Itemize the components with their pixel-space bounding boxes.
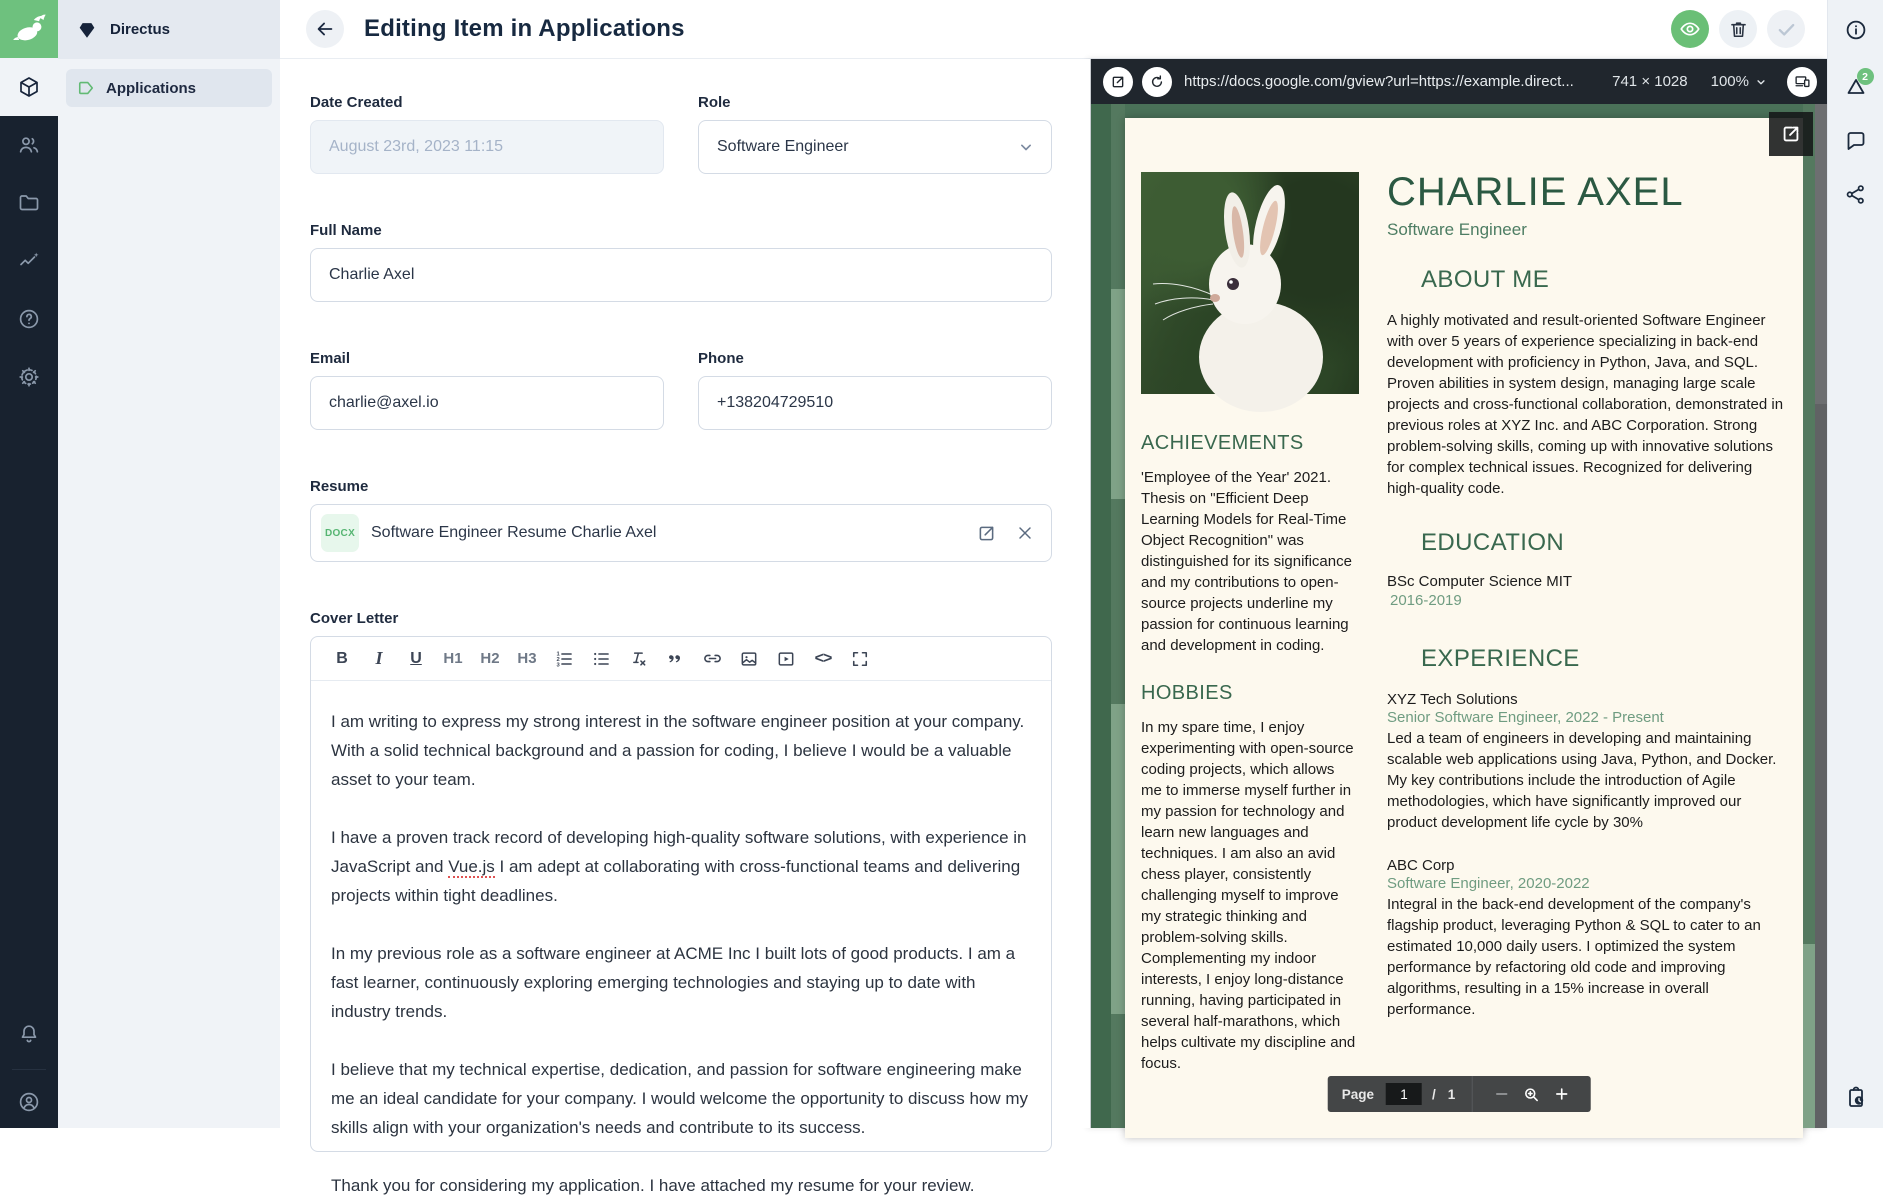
docx-badge: DOCX	[321, 514, 359, 552]
gear-icon	[17, 365, 41, 389]
zoom-fit-button[interactable]	[1516, 1079, 1546, 1109]
education-degree: BSc Computer Science MIT	[1387, 573, 1573, 590]
image-icon	[739, 649, 759, 669]
preview-zoom-select[interactable]: 100%	[1711, 73, 1768, 90]
help-icon	[17, 307, 41, 331]
delete-button[interactable]	[1719, 10, 1757, 48]
viewer-margin	[1111, 104, 1125, 1128]
heading1-button[interactable]: H1	[443, 650, 463, 667]
module-insights[interactable]	[0, 232, 58, 290]
right-sidebar	[1827, 0, 1883, 1128]
cover-letter-label: Cover Letter	[310, 610, 399, 627]
job-description: Integral in the back-end development of the company's flagship product, leveraging Python & SQL to cater to an estimated 10,000 daily users. I optimized the system performance by refactoring old code and improving algorithms, resulting in a 15% increase in overall performance.	[1387, 896, 1761, 1018]
refresh-preview-button[interactable]	[1142, 67, 1172, 97]
users-icon	[17, 133, 41, 157]
info-tab[interactable]	[1828, 0, 1884, 59]
open-in-new-icon	[1780, 123, 1802, 145]
device-toggle-button[interactable]	[1787, 67, 1817, 97]
hobbies-text: In my spare time, I enjoy experimenting with open-source coding projects, which allows me to immerse myself further in my passion for technology and learn new languages and techniques. I am also an avid chess player, consistently challenging myself to improve my strategic thinking and problem-solving skills. Complementing my indoor interests, I enjoy long-distance running, having participated in several half-marathons, which helps cultivate my discipline and focus.	[1141, 719, 1356, 1072]
cover-letter-paragraph: I am writing to express my strong interest in the software engineer position at your company. With a solid technical background and a passion for coding, I believe I would be a valuable asset to your team.	[331, 712, 1025, 789]
page-title: Editing Item in Applications	[364, 15, 685, 42]
page-number-input[interactable]	[1386, 1083, 1422, 1105]
trash-icon	[1728, 19, 1749, 40]
resume-label: Resume	[310, 478, 369, 495]
preview-dimensions: 741 × 1028	[1612, 73, 1688, 90]
cube-icon	[17, 75, 41, 99]
devices-icon	[1794, 73, 1811, 90]
open-in-new-icon	[1110, 74, 1126, 90]
insights-icon	[17, 249, 41, 273]
full-name-label: Full Name	[310, 222, 382, 239]
zoom-out-button[interactable]	[1486, 1079, 1516, 1109]
about-heading: ABOUT ME	[1421, 266, 1550, 293]
page-bar-divider	[1471, 1076, 1472, 1112]
account-button[interactable]	[0, 1076, 58, 1128]
resume-file-field[interactable]	[310, 504, 1052, 562]
revisions-badge: 2	[1857, 68, 1874, 85]
comments-tab[interactable]	[1828, 113, 1884, 167]
full-name-field[interactable]	[310, 248, 1052, 302]
rabbit-photo	[1141, 172, 1359, 394]
notifications-button[interactable]	[0, 1005, 58, 1063]
preview-toolbar	[1091, 59, 1827, 104]
open-document-button[interactable]	[1769, 112, 1813, 156]
plus-icon	[1552, 1085, 1570, 1103]
hobbies-heading: HOBBIES	[1141, 682, 1233, 704]
bullet-list-button[interactable]	[590, 647, 612, 671]
revisions-tab[interactable]	[1828, 59, 1884, 113]
cover-letter-content[interactable]	[311, 681, 1051, 1195]
fullscreen-icon	[850, 649, 870, 669]
minus-icon	[1492, 1085, 1510, 1103]
experience-heading: EXPERIENCE	[1421, 645, 1580, 672]
email-label: Email	[310, 350, 351, 367]
module-users[interactable]	[0, 116, 58, 174]
blockquote-button[interactable]	[664, 647, 686, 671]
heading3-button[interactable]: H3	[517, 650, 537, 667]
info-icon	[1844, 18, 1868, 42]
cover-letter-paragraph: I believe that my technical expertise, dedication, and passion for software engineering make me an ideal candidate for your company. I would welcome the opportunity to discuss how my skills align with your organization's needs and contribute to its success.	[331, 1060, 1029, 1137]
phone-field[interactable]	[698, 376, 1052, 430]
date-created-field[interactable]	[310, 120, 664, 174]
module-collections[interactable]	[0, 58, 58, 116]
label-tag-icon	[76, 78, 96, 98]
cover-letter-paragraph: I have a proven track record of developing high-quality software solutions, with experience in JavaScript and Vue.js I am adept at collaborating with cross-functional teams and delivering projects within tight deadlines.	[331, 828, 1027, 905]
share-icon	[1844, 183, 1867, 206]
module-settings[interactable]	[0, 348, 58, 406]
company-name: XYZ Tech Solutions	[1387, 691, 1518, 708]
svg-text:3: 3	[556, 662, 560, 668]
link-button[interactable]	[701, 647, 723, 671]
account-circle-icon	[17, 1090, 41, 1114]
date-created-label: Date Created	[310, 94, 403, 111]
flows-clipboard-tab[interactable]	[1828, 1066, 1884, 1128]
bullet-list-icon	[591, 649, 611, 669]
scrollbar-thumb[interactable]	[1815, 104, 1827, 404]
page-label: Page	[1341, 1086, 1374, 1102]
resume-title: Software Engineer	[1387, 220, 1527, 239]
editor-toolbar	[311, 637, 1051, 681]
education-years: 2016-2019	[1390, 592, 1462, 609]
page-header	[280, 0, 1827, 59]
item-form	[280, 59, 1090, 1195]
check-icon	[1775, 18, 1798, 41]
resume-file-name: Software Engineer Resume Charlie Axel	[371, 524, 657, 541]
experience-entry	[1387, 691, 1785, 833]
page-controls	[1328, 1076, 1591, 1112]
diamond-icon	[76, 19, 98, 41]
resume-name: CHARLIE AXEL	[1387, 170, 1684, 214]
document-viewer	[1091, 104, 1827, 1128]
clipboard-clock-icon	[1844, 1085, 1868, 1109]
spellcheck-word: Vue.js	[448, 857, 495, 876]
experience-entry	[1387, 857, 1785, 1020]
project-chooser[interactable]	[58, 0, 280, 59]
svg-text:2: 2	[556, 656, 560, 663]
rich-text-editor	[310, 636, 1052, 1195]
preview-button[interactable]	[1671, 10, 1709, 48]
blockquote-icon	[665, 649, 685, 669]
job-description: Led a team of engineers in developing and maintaining scalable web applications using Java, Python, and Docker. My key contributions include the introduction of Agile methodologies, which have significantly improved our product development life cycle by 30%	[1387, 730, 1777, 831]
role-select[interactable]	[698, 120, 1052, 174]
chevron-down-icon	[1754, 75, 1768, 89]
page-total: 1	[1447, 1086, 1456, 1102]
email-field[interactable]	[310, 376, 664, 430]
about-text: A highly motivated and result-oriented Software Engineer with over 5 years of experience specializing in back-end development with proficiency in Python, Java, and SQL. Proven abilities in system design, managing large scale projects and cross-functional collaboration, demonstrated in previous roles at XYZ Inc. and ABC Corporation. Strong problem-solving skills, coming up with innovative solutions for complex technical issues. Recognized for delivering high-quality code.	[1387, 312, 1784, 497]
nav-sidebar	[58, 0, 280, 1128]
italic-button[interactable]: I	[375, 648, 383, 668]
close-icon	[1015, 523, 1035, 543]
cover-letter-paragraph: Thank you for considering my application. I have attached my resume for your review.	[331, 1176, 975, 1195]
module-bar	[0, 0, 58, 1128]
launch-icon	[976, 523, 997, 544]
folder-icon	[17, 191, 41, 215]
bell-icon	[17, 1022, 41, 1046]
ordered-list-button[interactable]	[553, 647, 575, 671]
arrow-left-icon	[314, 18, 336, 40]
open-preview-new-window-button[interactable]	[1103, 67, 1133, 97]
insert-image-button[interactable]	[738, 647, 760, 671]
sidebar-item-applications[interactable]	[66, 69, 272, 107]
viewer-margin	[1803, 104, 1815, 1128]
bold-button[interactable]: B	[336, 649, 348, 667]
achievements-text: 'Employee of the Year' 2021. Thesis on "Efficient Deep Learning Models for Real-Time Object Recognition" was distinguished for its significance and my contributions to open-source projects underline my passion for continuous learning and development in coding.	[1141, 469, 1352, 654]
share-tab[interactable]	[1828, 167, 1884, 221]
comment-icon	[1844, 128, 1868, 152]
zoom-in-button[interactable]	[1546, 1079, 1576, 1109]
role-label: Role	[698, 94, 731, 111]
open-file-button[interactable]	[976, 523, 997, 544]
remove-file-button[interactable]	[1015, 523, 1035, 543]
directus-logo[interactable]	[0, 0, 58, 58]
underline-button[interactable]: U	[410, 649, 422, 667]
clear-format-icon	[628, 649, 648, 669]
page-separator: /	[1432, 1086, 1436, 1102]
resume-document	[1125, 118, 1803, 1138]
clear-format-button[interactable]	[627, 647, 649, 671]
job-role-line: Software Engineer, 2020-2022	[1387, 875, 1590, 892]
zoom-in-magnifier-icon	[1522, 1085, 1541, 1104]
svg-text:1: 1	[556, 651, 560, 658]
project-name: Directus	[110, 21, 171, 38]
fullscreen-button[interactable]	[849, 647, 871, 671]
code-button[interactable]: <>	[814, 649, 832, 667]
rabbit-logo-icon	[12, 12, 46, 46]
sidebar-item-label: Applications	[106, 79, 197, 97]
education-heading: EDUCATION	[1421, 529, 1565, 556]
back-button[interactable]	[306, 10, 344, 48]
ordered-list-icon	[554, 649, 574, 669]
heading2-button[interactable]: H2	[480, 650, 500, 667]
module-help[interactable]	[0, 290, 58, 348]
insert-video-button[interactable]	[775, 647, 797, 671]
achievements-heading: ACHIEVEMENTS	[1141, 432, 1304, 454]
refresh-icon	[1149, 74, 1165, 90]
link-icon	[702, 648, 723, 669]
preview-url[interactable]: https://docs.google.com/gview?url=https://example.direct...	[1184, 73, 1574, 90]
module-files[interactable]	[0, 174, 58, 232]
job-role-line: Senior Software Engineer, 2022 - Present	[1387, 709, 1664, 726]
live-preview-panel	[1090, 59, 1827, 1128]
preview-scrollbar[interactable]	[1815, 104, 1827, 1128]
cover-letter-paragraph: In my previous role as a software engineer at ACME Inc I built lots of good products. I am a fast learner, continuously exploring emerging technologies and staying up to date with industry trends.	[331, 944, 1016, 1021]
company-name: ABC Corp	[1387, 857, 1455, 874]
viewer-margin	[1091, 104, 1111, 1128]
eye-icon	[1679, 18, 1701, 40]
video-icon	[776, 649, 796, 669]
save-button[interactable]	[1767, 10, 1805, 48]
module-bar-divider	[12, 1069, 46, 1070]
phone-label: Phone	[698, 350, 744, 367]
